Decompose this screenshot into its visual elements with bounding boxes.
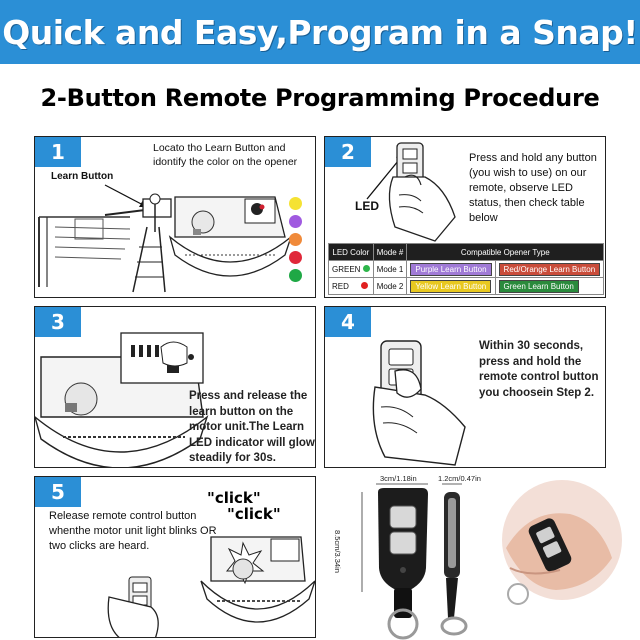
mode-1-cell: Mode 1 xyxy=(373,261,407,278)
top-banner xyxy=(0,0,640,64)
led-red-dot xyxy=(361,282,368,289)
step-1-panel xyxy=(34,136,316,298)
step-4-panel xyxy=(324,306,606,468)
led-swatch-yellow xyxy=(289,197,302,210)
width-dimension: 3cm/1.18in xyxy=(380,474,417,483)
led-swatch-purple xyxy=(289,215,302,228)
step-1-text: Locato tho Learn Button and idontify the color on the opener xyxy=(153,142,298,168)
led-red-text: RED xyxy=(332,281,349,291)
led-swatch-green xyxy=(289,269,302,282)
purple-learn-chip: Purple Learn Button xyxy=(410,263,491,276)
table-row xyxy=(329,261,604,278)
led-label: LED xyxy=(355,199,379,213)
red-orange-learn-chip: Red/Orange Learn Button xyxy=(499,263,601,276)
step-5-panel xyxy=(34,476,316,638)
green-learn-chip: Green Learn Button xyxy=(499,280,579,293)
step-4-number: 4 xyxy=(325,307,371,337)
step-3-text: Press and release the learn button on the motor unit.The Learn LED indicator will glow steadily for 30s. xyxy=(189,390,315,464)
procedure-title: 2-Button Remote Programming Procedure xyxy=(40,84,600,112)
learn-button-label: Learn Button xyxy=(51,171,114,182)
step-3-number: 3 xyxy=(35,307,81,337)
table-header-mode: Mode # xyxy=(373,244,407,261)
step-3-panel xyxy=(34,306,316,468)
step-2-panel xyxy=(324,136,606,298)
step-5-number: 5 xyxy=(35,477,81,507)
depth-dimension: 1.2cm/0.47in xyxy=(438,474,481,483)
led-swatch-orange xyxy=(289,233,302,246)
height-dimension: 8.5cm/3.34in xyxy=(333,530,342,573)
table-row xyxy=(329,278,604,295)
banner-title: Quick and Easy,Program in a Snap! xyxy=(2,12,638,52)
yellow-learn-chip: Yellow Learn Button xyxy=(410,280,491,293)
opener-blinking-illustration xyxy=(35,477,316,638)
mode-2-cell: Mode 2 xyxy=(373,278,407,295)
step-4-text: Within 30 seconds, press and hold the remote control button you choosein Step 2. xyxy=(479,340,599,399)
step-1-number: 1 xyxy=(35,137,81,167)
click-sound-1: "click" xyxy=(207,489,261,507)
table-header-led: LED Color xyxy=(329,244,374,261)
led-swatch-red xyxy=(289,251,302,264)
step-2-text: Press and hold any button (you wish to use) on our remote, observe LED status, then check table below xyxy=(469,152,597,224)
remote-in-hand-illustration xyxy=(325,137,606,243)
led-green-text: GREEN xyxy=(332,264,361,274)
click-sound-2: "click" xyxy=(227,505,281,523)
step-2-number: 2 xyxy=(325,137,371,167)
remote-product-photo xyxy=(330,478,630,638)
hand-pressing-remote-illustration xyxy=(325,307,485,468)
step-5-text: Release remote control button whenthe motor unit light blinks OR two clicks are heard. xyxy=(49,510,217,552)
led-green-dot xyxy=(363,265,370,272)
table-header-opener: Compatible Opener Type xyxy=(407,244,604,261)
mode-table xyxy=(328,243,604,295)
garage-opener-illustration xyxy=(35,137,316,298)
